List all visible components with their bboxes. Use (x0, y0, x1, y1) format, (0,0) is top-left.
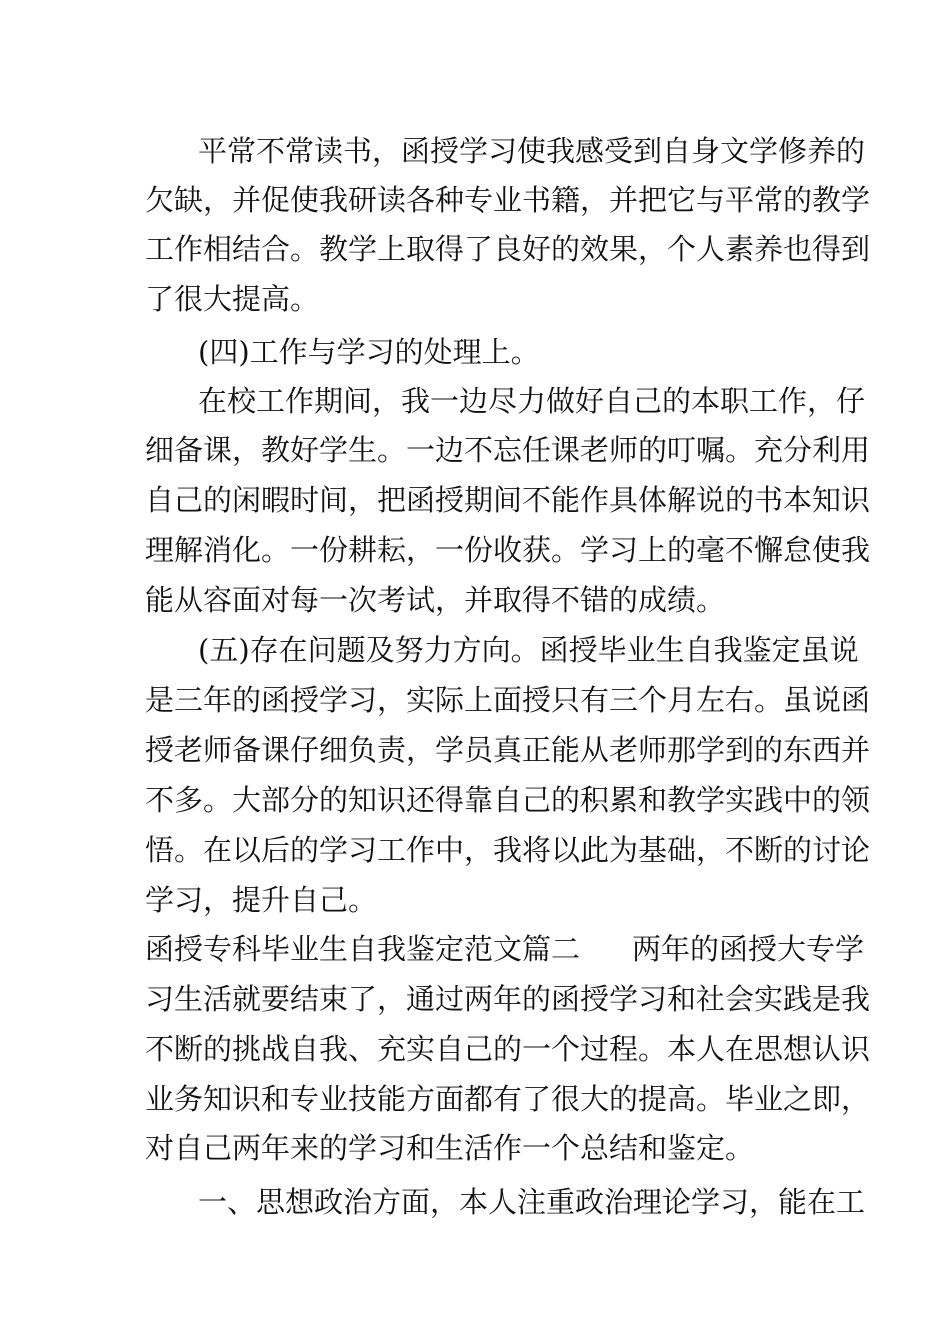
article-title: 函授专科毕业生自我鉴定范文篇二 (145, 932, 581, 966)
text-line: 一、思想政治方面，本人注重政治理论学习，能在工 (198, 1185, 866, 1219)
text-line: 是三年的函授学习，实际上面授只有三个月左右。虽说函 (145, 683, 871, 717)
text-line: 细备课，教好学生。一边不忘任课老师的叮嘱。充分利用 (145, 433, 871, 467)
text-line: 平常不常读书，函授学习使我感受到自身文学修养的 (198, 134, 866, 168)
text-line: 对自己两年来的学习和生活作一个总结和鉴定。 (145, 1131, 755, 1165)
text-line: 不多。大部分的知识还得靠自己的积累和教学实践中的领 (145, 783, 871, 817)
text-line: 理解消化。一份耕耘，一份收获。学习上的毫不懈怠使我 (145, 533, 871, 567)
text-line: 自己的闲暇时间，把函授期间不能作具体解说的书本知识 (145, 483, 871, 517)
text-line: 不断的挑战自我、充实自己的一个过程。本人在思想认识 (145, 1032, 871, 1066)
text-line: 学习，提升自己。 (145, 883, 378, 917)
text-line: 了很大提高。 (145, 282, 320, 316)
text-line: 两年的函授大专学 (632, 932, 865, 966)
text-line: (五)存在问题及努力方向。函授毕业生自我鉴定虽说 (198, 633, 859, 667)
text-line: 习生活就要结束了，通过两年的函授学习和社会实践是我 (145, 982, 871, 1016)
section-heading: (四)工作与学习的处理上。 (198, 335, 540, 369)
text-line: 能从容面对每一次考试，并取得不错的成绩。 (145, 583, 726, 617)
text-line: 悟。在以后的学习工作中，我将以此为基础，不断的讨论 (145, 833, 871, 867)
text-line: 授老师备课仔细负责，学员真正能从老师那学到的东西并 (145, 733, 871, 767)
text-line: 在校工作期间，我一边尽力做好自己的本职工作，仔 (198, 384, 866, 418)
text-line: 欠缺，并促使我研读各种专业书籍，并把它与平常的教学 (145, 183, 871, 217)
article-title-line (145, 932, 864, 966)
text-line: 业务知识和专业技能方面都有了很大的提高。毕业之即， (145, 1082, 871, 1116)
text-line: 工作相结合。教学上取得了良好的效果，个人素养也得到 (145, 232, 871, 266)
